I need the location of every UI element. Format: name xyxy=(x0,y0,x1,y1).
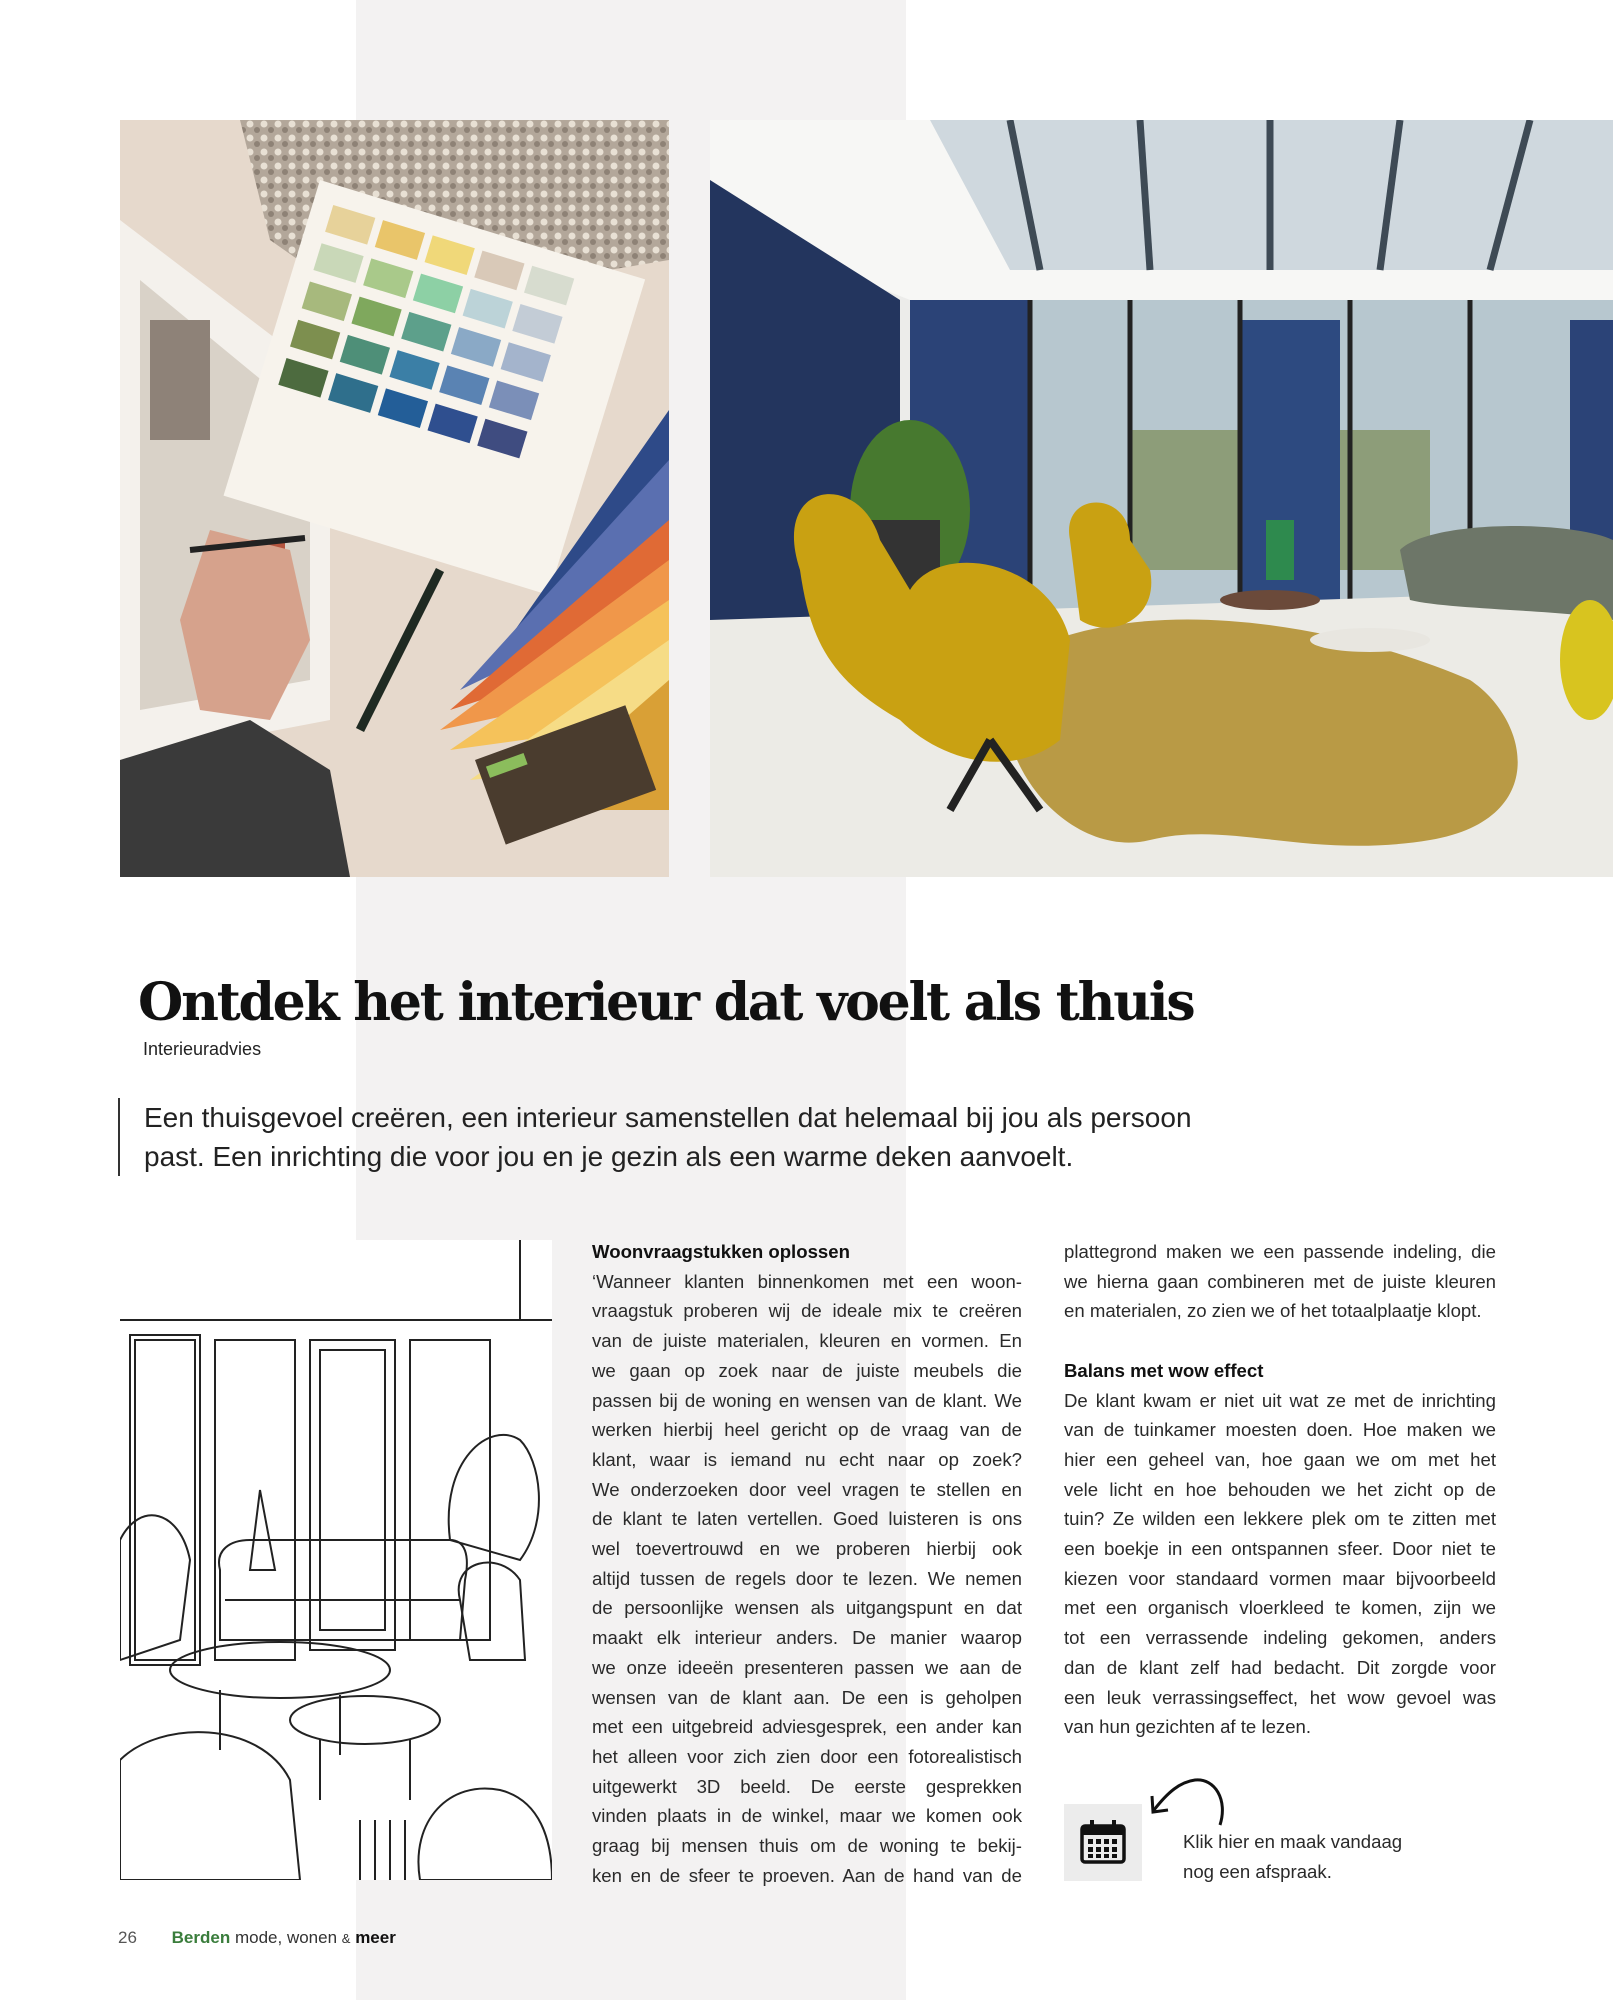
body-line: vraagstuk proberen wij de ideale mix te creëren xyxy=(592,1300,1022,1322)
lead-line: Een thuisgevoel creëren, een interieur samenstellen dat helemaal bij jou als persoon xyxy=(144,1102,1192,1133)
page-footer xyxy=(118,1928,396,1948)
body-line: vele licht en hoe behouden we het zicht op de xyxy=(1064,1478,1496,1500)
interior-sketch xyxy=(120,1240,552,1880)
article-column-middle xyxy=(592,1237,1022,1890)
body-line: tot een verrassende indeling gekomen, anders xyxy=(1064,1627,1496,1649)
cta-line: Klik hier en maak vandaag xyxy=(1183,1831,1403,1852)
body-line: maakt elk interieur anders. De manier waarop xyxy=(592,1627,1022,1649)
body-line: kiezen voor standaard vormen maar bijvoorbeeld xyxy=(1064,1567,1496,1589)
body-line: De klant kwam er niet uit wat ze met de inrichting xyxy=(1064,1389,1496,1411)
body-line: plattegrond maken we een passende indeling, die xyxy=(1064,1241,1496,1262)
body-line: ‘Wanneer klanten binnenkomen met een woon- xyxy=(592,1270,1022,1292)
body-line: graag bij mensen thuis om de woning te bekij- xyxy=(592,1835,1022,1857)
body-line: het alleen voor zich zien door een fotorealistisch xyxy=(592,1745,1022,1767)
body-line: tuin? Ze wilden een lekkere plek om te zitten met xyxy=(1064,1508,1496,1530)
footer-tagline: mode, wonen xyxy=(234,1928,338,1947)
body-paragraph xyxy=(1064,1386,1496,1742)
body-line: we gaan op zoek naar de juiste meubels die xyxy=(592,1359,1022,1381)
body-line: en materialen, zo zien we of het totaalplaatje klopt. xyxy=(1064,1300,1482,1322)
body-line: een leuk verrassingseffect, het wow gevoel was xyxy=(1064,1686,1496,1708)
body-line: de klant te laten vertellen. Goed luisteren is ons xyxy=(592,1508,1022,1530)
body-line: uitgewerkt 3D beeld. De eerste gesprekken xyxy=(592,1775,1022,1797)
body-line: wensen van de klant aan. De een is geholpen xyxy=(592,1686,1022,1708)
cta-line: nog een afspraak. xyxy=(1183,1860,1332,1882)
appointment-button[interactable] xyxy=(1064,1804,1142,1881)
body-line: werken hierbij heel gericht op de vraag van de xyxy=(592,1419,1022,1441)
footer-tagline-end: meer xyxy=(355,1928,396,1947)
body-line: vinden plaats in de winkel, maar we komen ook xyxy=(592,1805,1022,1827)
article-title: Ontdek het interieur dat voelt als thuis xyxy=(138,972,1194,1033)
body-line: met een uitgebreid adviesgesprek, een ander kan xyxy=(592,1716,1022,1738)
body-line: van hun gezichten af te lezen. xyxy=(1064,1716,1312,1738)
body-line: passen bij de woning en wensen van de klant. We xyxy=(592,1389,1022,1411)
sunroom-photo xyxy=(710,120,1613,877)
body-line: van de tuinkamer moesten doen. Hoe maken we xyxy=(1064,1419,1496,1441)
body-line: met een organisch vloerkleed te komen, zijn we xyxy=(1064,1597,1496,1619)
body-paragraph xyxy=(592,1267,1022,1891)
body-line: wel toevertrouwd en we proberen hierbij ook xyxy=(592,1538,1022,1560)
lead-paragraph xyxy=(118,1098,1344,1176)
article-column-right xyxy=(1064,1237,1496,1742)
calendar-icon xyxy=(1064,1804,1142,1881)
body-line: van de juiste materialen, kleuren en vormen. En xyxy=(592,1330,1022,1352)
lead-line: past. Een inrichting die voor jou en je gezin als een warme deken aanvoelt. xyxy=(144,1141,1074,1172)
footer-ampersand: & xyxy=(341,1931,351,1946)
body-paragraph xyxy=(1064,1237,1496,1326)
section-heading: Balans met wow effect xyxy=(1064,1359,1264,1381)
body-line: de persoonlijke wensen als uitgangspunt en dat xyxy=(592,1597,1022,1619)
footer-brand: Berden xyxy=(171,1928,231,1947)
page-number: 26 xyxy=(118,1928,137,1947)
body-line: dan de klant zelf had bedacht. Dit zorgde voor xyxy=(1064,1656,1496,1678)
body-line: klant, waar is iemand nu echt naar op zoek? xyxy=(592,1448,1022,1470)
body-line: we onze ideeën presenteren passen we aan de xyxy=(592,1656,1022,1678)
body-line: hier een geheel van, hoe gaan we om met het xyxy=(1064,1448,1496,1470)
article-category: Interieuradvies xyxy=(143,1039,262,1059)
body-line: ken en de sfeer te proeven. Aan de hand van de xyxy=(592,1864,1022,1886)
moodboard-photo xyxy=(120,120,669,877)
body-line: een boekje in een ontspannen sfeer. Door niet te xyxy=(1064,1538,1496,1560)
body-line: we hierna gaan combineren met de juiste kleuren xyxy=(1064,1270,1496,1292)
curved-arrow-icon xyxy=(1140,1770,1230,1830)
body-line: We onderzoeken door veel vragen te stellen en xyxy=(592,1478,1022,1500)
appointment-link[interactable] xyxy=(1183,1827,1402,1886)
section-heading: Woonvraagstukken oplossen xyxy=(592,1241,850,1262)
body-line: altijd tussen de regels door te lezen. We nemen xyxy=(592,1567,1022,1589)
